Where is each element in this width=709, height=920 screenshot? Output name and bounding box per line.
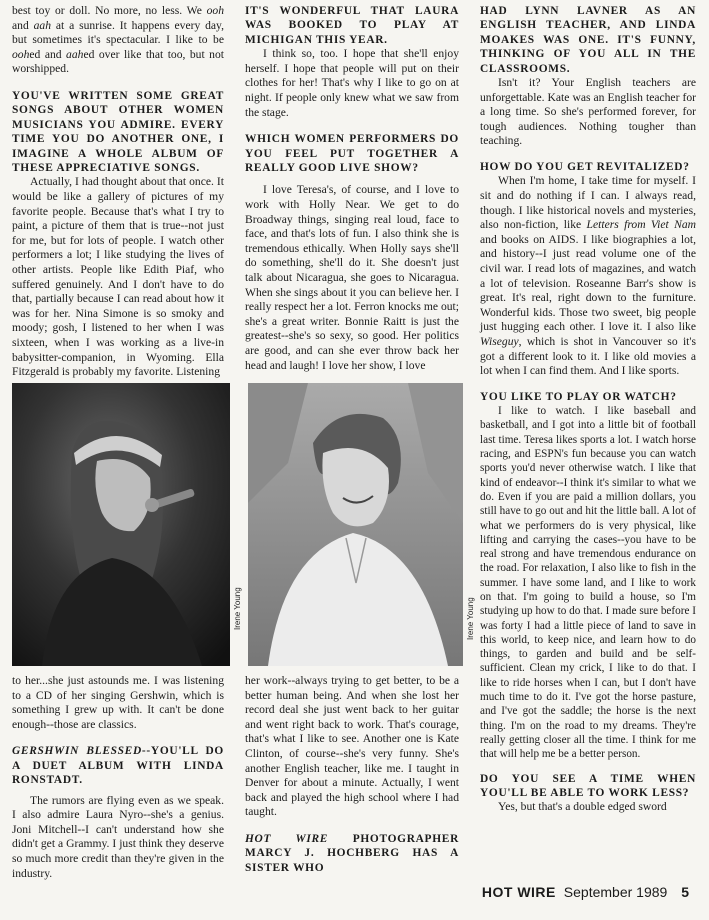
page-number: 5 bbox=[681, 884, 689, 900]
paragraph: best toy or doll. No more, no less. We ooh and aah at a sunrise. It happens every day, but sometimes it's spectacular. I like to be oohed and aahed over like that too, but not worshipped. bbox=[12, 4, 225, 76]
photo-singer-left bbox=[12, 383, 230, 666]
column-1-bottom bbox=[12, 674, 224, 881]
question-heading: HAD LYNN LAVNER AS AN ENGLISH TEACHER, AND LINDA MOAKES WAS ONE. IT'S FUNNY, THINKING OF YOU ALL IN THE CLASSROOMS. bbox=[480, 5, 696, 75]
answer-paragraph: I love Teresa's, of course, and I love to work with Holly Near. We get to do Broadway things, singing real loud, face to face, and that's lots of fun. I also think she is tremendous ethically. When Holly says she'll do something, she'll do it. She doesn't just talk about Nicaragua, she goes to Nicaragua. When she sings about it you can believe her. I really respect her a lot. Ferron knocks me out; she's a great writer. Bonnie Raitt is just the greatest--she's so sexy, so good. Her politics are good, and can she ever throw back her head and laugh! I love her show, I love bbox=[245, 183, 459, 372]
question-heading: DO YOU SEE A TIME WHEN YOU'LL BE ABLE TO WORK LESS? bbox=[480, 772, 696, 799]
photo-portrait-image bbox=[248, 383, 463, 666]
answer-paragraph: I like to watch. I like baseball and basketball, and I got into a little bit of football last time. Teresa likes sports a lot. I watch horse racing, and ESPN's fun because you can watch sports you'd never otherwise watch. I like that kind of endeavor--I think it's similar to what we do. Even if you are paid a million dollars, you still have to go out and hit the little ball. A lot of what we performers do is very physical, like lifting and carrying the cases--you have to be real strong and have tremendous endurance on the road. For relaxation, I also like to fish in the summer. I have some land, and I like to work on that. I'm going to build a house, so I'm studying up how to do that. I made sure before I was forty I had a little piece of land to save in this world, to keep nice, and learn how to do things, to garden and build and be self-sufficient. Clean my crick, I like to do that. I like to ride horses when I can, but I don't have much time to do it. I've got the horse pasture, and I've got the saddle; the horse is the next thing. I'm on the road to my dreams. They're really getting closer all the time. I think for me that will help me be a better person. bbox=[480, 405, 696, 761]
paragraph: to her...she just astounds me. I was listening to a CD of her singing Gershwin, which is something I grew up with. It can't be done enough--those are classics. bbox=[12, 674, 224, 731]
column-2-bottom bbox=[245, 674, 459, 875]
publication-name: HOT WIRE bbox=[481, 884, 556, 900]
question-heading: HOW DO YOU GET REVITALIZED? bbox=[480, 161, 690, 173]
answer-paragraph: Isn't it? Your English teachers are unforgettable. Kate was an English teacher for a long time. So she's performed forever, for tough audiences. Nothing tougher than teaching. bbox=[480, 76, 696, 148]
answer-paragraph: I think so, too. I hope that she'll enjoy herself. I hope that people will put on their clothes for her! That's why I like to go on at night. If people only knew what we saw from the stage. bbox=[245, 47, 459, 119]
question-heading: GERSHWIN BLESSED--YOU'LL DO A DUET ALBUM WITH LINDA RONSTADT. bbox=[12, 745, 224, 787]
question-heading: WHICH WOMEN PERFORMERS DO YOU FEEL PUT TOGETHER A REALLY GOOD LIVE SHOW? bbox=[245, 133, 459, 174]
page-footer bbox=[482, 884, 689, 900]
question-heading: YOU'VE WRITTEN SOME GREAT SONGS ABOUT OTHER WOMEN MUSICIANS YOU ADMIRE. EVERY TIME YOU DO ANOTHER ONE, I IMAGINE A WHOLE ALBUM OF THESE APPRECIATIVE SONGS. bbox=[12, 89, 224, 174]
answer-paragraph: When I'm home, I take time for myself. I sit and do nothing if I can. I always read, though. I like historical novels and mysteries, also non-fiction, like Letters from Viet Nam and books on AIDS. I like biographies a lot, and history--I just read volume one of the civil war. I read lots of magazines, and watch a lot of television. Roseanne Barr's show is great. It's real, right down to the furniture. Wonderful kids. Those two sweet, big people just hugging each other. I love it. I also like Wiseguy, which is shot in Vancouver so it's got a different look to it. I like old movies a lot when I can find them. And I like sports. bbox=[480, 174, 696, 378]
photo-credit-left: Irene Young bbox=[233, 587, 242, 630]
answer-paragraph: Yes, but that's a double edged sword bbox=[498, 800, 667, 814]
question-heading: IT'S WONDERFUL THAT LAURA WAS BOOKED TO PLAY AT MICHIGAN THIS YEAR. bbox=[245, 5, 459, 46]
photo-singer-image bbox=[12, 383, 230, 666]
paragraph: her work--always trying to get better, to be a better human being. And when she lost her record deal she just went back to her guitar and went right back to work. That's courage, that's what I like to see. Another one is Kate Clinton, of course--she's very funny. She's another English teacher, like me. I taught in Denver for about a minute. Actually, I went back and played the high school where I had taught. bbox=[245, 674, 459, 819]
question-heading: YOU LIKE TO PLAY OR WATCH? bbox=[480, 390, 677, 403]
column-2-top bbox=[245, 4, 459, 373]
column-1-top bbox=[12, 4, 224, 380]
issue-date: September 1989 bbox=[563, 884, 668, 900]
photo-credit-right: Irene Young bbox=[466, 597, 475, 640]
column-3 bbox=[480, 4, 696, 815]
photo-portrait-right bbox=[248, 383, 463, 666]
question-heading: HOT WIRE PHOTOGRAPHER MARCY J. HOCHBERG HAS A SISTER WHO bbox=[245, 832, 459, 874]
answer-paragraph: The rumors are flying even as we speak. I also admire Laura Nyro--she's a genius. Joni Mitchell--I can't understand how she didn't get a Grammy. I just think they deserve so much more credit than they're given in the industry. bbox=[12, 793, 224, 880]
answer-paragraph: Actually, I had thought about that once. It would be like a gallery of pictures of my favorite people. Because that's what I try to paint, a picture of them that is true--not just for me, but for lots of people. I watch other performers a lot; I like studying the lives of other artists. People like Edith Piaf, who suffered genuinely. And I don't have to do that, partially because I can read about how it was for her. Nina Simone is so smoky and moody; gosh, I listened to her when I was sixteen, when I was working as a live-in babysitter-companion, in Wyoming. Ella Fitzgerald is probably my favorite. Listening bbox=[12, 175, 224, 379]
